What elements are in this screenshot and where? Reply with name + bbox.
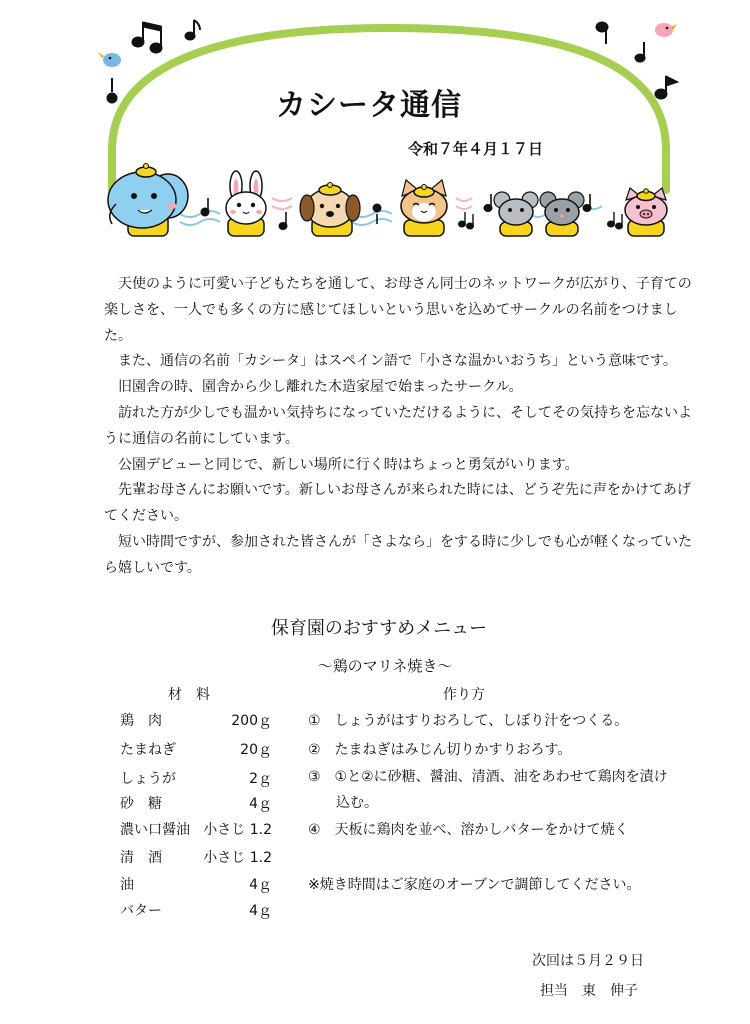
ingredient-name: 濃い口醤油 [120, 822, 190, 838]
ingredient-amount: 20ｇ [240, 742, 272, 758]
issue-date: 令和７年４月１７日 [408, 140, 544, 158]
ingredient-name: 鶏 肉 [120, 713, 162, 729]
intro-paragraph: 公園デビューと同じで、新しい場所に行く時はちょっと勇気がいります。 [118, 456, 579, 473]
intro-paragraph: 旧園舎の時、園舎から少し離れた木造家屋で始まったサークル。 [118, 379, 523, 396]
music-note-icon [655, 76, 678, 99]
cat-character [401, 180, 447, 236]
staff-name: 担当 東 伸子 [540, 983, 638, 999]
intro-paragraph: 短い時間ですが、参加された皆さんが「さよなら」をする時に少しでも心が軽くなっていたら嬉しいです。 [104, 533, 692, 576]
ingredient-amount: 4ｇ [249, 796, 272, 812]
pig-character [625, 188, 667, 236]
newsletter-title: カシータ通信 [276, 88, 462, 123]
intro-paragraph: 訪れた方が少しでも温かい気持ちになっていただけるように、そしてその気持ちを忘ないように通信の名前にしています。 [104, 404, 692, 447]
bird-icon [655, 23, 677, 37]
intro-paragraph: また、通信の名前「カシータ」はスペイン語で「小さな温かいおうち」という意味です。 [118, 353, 677, 370]
ingredient-name: 油 [120, 877, 134, 893]
intro-paragraph: 先輩お母さんにお願いです。新しいお母さんが来られた時には、どうぞ先に声をかけてあげてください。 [104, 482, 691, 525]
intro-paragraph: 天使のように可愛い子どもたちを通して、お母さん同士のネットワークが広がり、子育ての楽しさを、一人でも多くの方に感じてほしいという思いを込めてサークルの名前をつけました。 [104, 276, 692, 344]
bird-icon [98, 52, 121, 67]
dish-title: ～鶏のマリネ焼き～ [317, 657, 453, 675]
elephant-character [108, 164, 188, 237]
menu-section-title: 保育園のおすすめメニュー [270, 618, 488, 639]
ingredient-name: たまねぎ [120, 742, 176, 758]
dog-character [300, 183, 360, 237]
intro-section [104, 272, 704, 582]
ingredient-amount: 4ｇ [249, 903, 272, 919]
ingredient-name: 砂 糖 [120, 796, 162, 812]
step-item: ③ ①と②に砂糖、醤油、清酒、油をあわせて鶏肉を漬け [308, 769, 668, 785]
mouse-character [494, 192, 538, 236]
ingredients-header: 材 料 [168, 687, 210, 703]
steps-header: 作り方 [443, 687, 485, 703]
step-item: ④ 天板に鶏肉を並べ、溶かしバターをかけて焼く [308, 822, 629, 838]
ingredient-amount: 4ｇ [249, 877, 272, 893]
ingredient-name: しょうが [120, 771, 176, 787]
ingredient-amount: 2ｇ [249, 771, 272, 787]
baking-note: ※焼き時間はご家庭のオーブンで調節してください。 [308, 877, 641, 893]
step-item: 込む。 [308, 795, 378, 811]
music-note-icon [107, 78, 117, 103]
ingredient-amount: 小さじ 1.2 [203, 850, 272, 866]
music-note-icon [185, 20, 200, 40]
music-note-icon [596, 22, 608, 44]
ingredient-amount: 小さじ 1.2 [203, 822, 272, 838]
rabbit-character [226, 171, 266, 236]
header-illustration [0, 0, 750, 250]
ingredient-amount: 200ｇ [231, 713, 272, 729]
next-issue-date: 次回は５月２９日 [532, 953, 644, 969]
step-item: ① しょうがはすりおろして、しぼり汁をつくる。 [308, 713, 629, 729]
mouse-character [540, 192, 584, 236]
music-note-icon [132, 22, 162, 53]
ingredient-name: バター [120, 903, 162, 919]
music-note-icon [635, 42, 645, 62]
ingredient-name: 清 酒 [120, 850, 162, 866]
step-item: ② たまねぎはみじん切りかすりおろす。 [308, 742, 572, 758]
